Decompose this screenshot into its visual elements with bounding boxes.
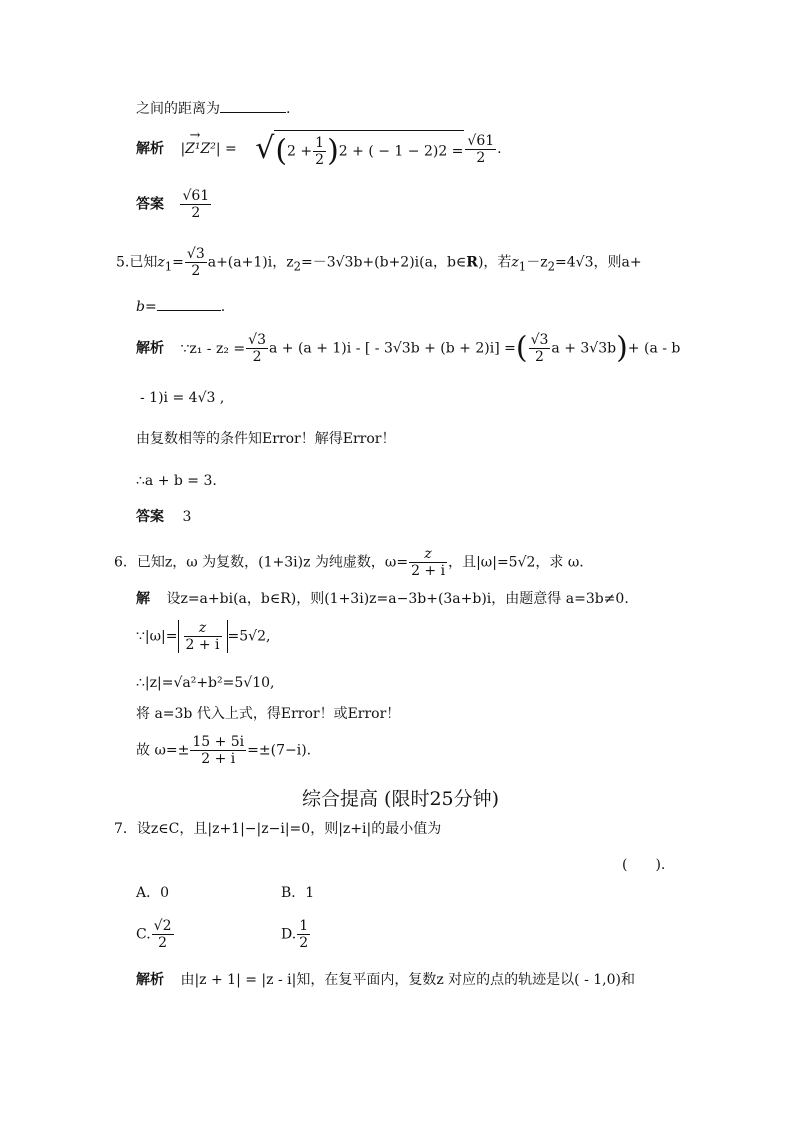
answer-label: 答案: [136, 196, 164, 213]
result-end: .: [497, 141, 502, 158]
result-num: √61: [467, 132, 495, 149]
q6-l1b: ，且|ω|=5√2，求 ω.: [448, 554, 584, 571]
option-c-den: 2: [158, 935, 168, 952]
option-c-fraction: [152, 918, 174, 951]
answer-value: 3: [182, 509, 192, 525]
q6-s2a: ∵|ω|=: [136, 628, 178, 645]
answer-blank: [220, 100, 286, 113]
eq1: =: [172, 254, 184, 271]
option-d-fraction: [297, 918, 310, 951]
sub4: 2: [547, 259, 556, 274]
q7-sol-text: 由|z + 1| = |z - i|知，在复平面内，复数z 对应的点的轨迹是以( - 1,0)和: [180, 972, 635, 988]
half-num: 1: [315, 135, 325, 151]
answer-den: 2: [191, 205, 201, 222]
sol5-frac2: [529, 332, 551, 365]
q6-fd: 2 + i: [411, 563, 446, 580]
answer-blank: [157, 298, 221, 311]
sub3: 1: [518, 259, 527, 274]
option-d-num: 1: [299, 918, 309, 934]
q6-s2n: z: [184, 620, 222, 637]
sqrt-sign-icon: √: [255, 131, 275, 167]
solution-label: 解析: [136, 340, 164, 357]
right-paren-icon: ): [327, 133, 339, 169]
q6-sol-line4: 将 a=3b 代入上式，得Error！或Error！: [136, 706, 401, 722]
option-d: [281, 918, 311, 951]
q5-mid2: =－3√3b+(b+2)i(a，b∈: [301, 254, 467, 271]
q4-blank-line: [136, 100, 290, 116]
q7-answer-bracket: ( ).: [622, 857, 666, 873]
distance-lhs: [180, 128, 241, 158]
result-fraction: [465, 133, 496, 166]
q6-s5a: 故 ω=±: [136, 742, 190, 759]
section-heading: 综合提高 (限时25分钟): [302, 788, 500, 810]
half-den: 2: [315, 152, 325, 169]
q6-sol-line1: [136, 592, 629, 606]
sol5-l1d: + (a - b: [627, 340, 681, 357]
q5-minus: －z: [526, 254, 548, 271]
sol5-f2n: √3: [530, 332, 549, 348]
q6-s2b: =5√2,: [227, 628, 271, 645]
q6-s5b: =±(7−i).: [247, 742, 312, 759]
right-paren-icon: ): [616, 330, 628, 366]
sol5-l1b: a + (a + 1)i - [ - 3√3b + (b + 2)i] =: [268, 340, 516, 357]
q7-stem: 7．设z∈C，且|z+1|−|z−i|=0，则|z+i|的最小值为: [114, 821, 442, 837]
q5-stem-line2: [136, 298, 225, 314]
solution-label: 解析: [136, 972, 164, 988]
q5-eqv: =4√3，则: [555, 254, 622, 271]
radicand-part-b: 2 + ( − 1 − 2)2 =: [338, 143, 464, 160]
q5-tail: a+: [621, 254, 642, 271]
abs-bars: [178, 620, 228, 653]
option-d-label: D.: [281, 926, 297, 943]
q5-f-num: √3: [186, 246, 205, 262]
sol5-f1d: 2: [252, 349, 262, 366]
solution-label: 解析: [136, 141, 164, 158]
q6-l1a: 6．已知z，ω 为复数，(1+3i)z 为纯虚数，ω=: [114, 554, 409, 571]
option-b: B．1: [281, 885, 315, 901]
option-c: [136, 918, 175, 951]
half-fraction: [313, 135, 326, 168]
q7-solution: [136, 973, 635, 987]
q5-mid3: )，若: [477, 254, 512, 271]
q5-fraction: [185, 246, 207, 279]
option-c-label: C.: [136, 926, 151, 943]
q6-s5d: 2 + i: [201, 751, 236, 768]
answer-label: 答案: [136, 509, 164, 525]
q5-end: .: [220, 299, 226, 315]
option-a: A．0: [136, 885, 170, 901]
radicand-part-a: 2 +: [287, 143, 313, 160]
q5-f-den: 2: [191, 263, 201, 280]
result-den: 2: [476, 149, 486, 166]
q6-sol-line5: [136, 734, 311, 767]
q6-s2-frac: [184, 620, 222, 653]
option-d-den: 2: [299, 935, 309, 952]
q5-mid: a+(a+1)i，z: [207, 254, 294, 271]
sub2: 2: [293, 259, 301, 274]
vector-zz: |Z¹Z²| =: [180, 141, 237, 158]
q6-s1: 设z=a+bi(a，b∈R)，则(1+3i)z=a−3b+(3a+b)i，由题意得 a=3b≠0.: [166, 591, 629, 607]
q5-solution-line1: [136, 332, 680, 365]
q6-sol-line3: ∴|z|=√a²+b²=5√10,: [136, 675, 275, 691]
q5-stem: [116, 246, 642, 279]
q5-solution-line3: 由复数相等的条件知Error！解得Error！: [136, 431, 396, 447]
q4-solution: [136, 130, 502, 168]
q5-pre: 已知: [129, 254, 158, 271]
vector-arrow-icon: →: [189, 128, 201, 144]
z1: z: [157, 254, 165, 271]
answer-fraction: [180, 188, 211, 221]
sol5-frac1: [246, 332, 268, 365]
z1b: z: [511, 254, 519, 271]
q6-fraction: [409, 546, 447, 579]
q4-answer: [136, 188, 212, 221]
left-paren-icon: (: [515, 330, 528, 366]
sol5-l1a: ∵z₁ - z₂ =: [180, 340, 246, 357]
q6-s5n: 15 + 5i: [192, 734, 245, 750]
q5-solution-line2: - 1)i = 4√3 ,: [140, 390, 225, 406]
q6-sol-line2: [136, 620, 270, 653]
sub1: 1: [164, 259, 173, 274]
solution-label: 解: [136, 591, 150, 607]
q5-answer: [136, 510, 191, 524]
sol5-f1n: √3: [248, 332, 266, 348]
sol5-l1c: a + 3√3b: [551, 340, 617, 357]
answer-num: √61: [182, 188, 210, 204]
q6-s2d: 2 + i: [185, 637, 220, 654]
q5-solution-line4: ∴a + b = 3.: [136, 473, 217, 489]
q6-s5-frac: [190, 734, 246, 767]
q6-stem: [114, 546, 584, 579]
q4-end: .: [286, 101, 291, 117]
left-paren-icon: (: [275, 133, 288, 169]
q5-line2: b=: [136, 299, 157, 315]
real-set: R: [466, 254, 478, 271]
sol5-f2d: 2: [535, 349, 544, 366]
q4-text: 之间的距离为: [136, 101, 220, 117]
q6-fn: z: [409, 546, 447, 563]
option-c-num: √2: [153, 918, 172, 934]
q5-number: 5.: [116, 254, 130, 271]
radicand: [274, 130, 464, 168]
